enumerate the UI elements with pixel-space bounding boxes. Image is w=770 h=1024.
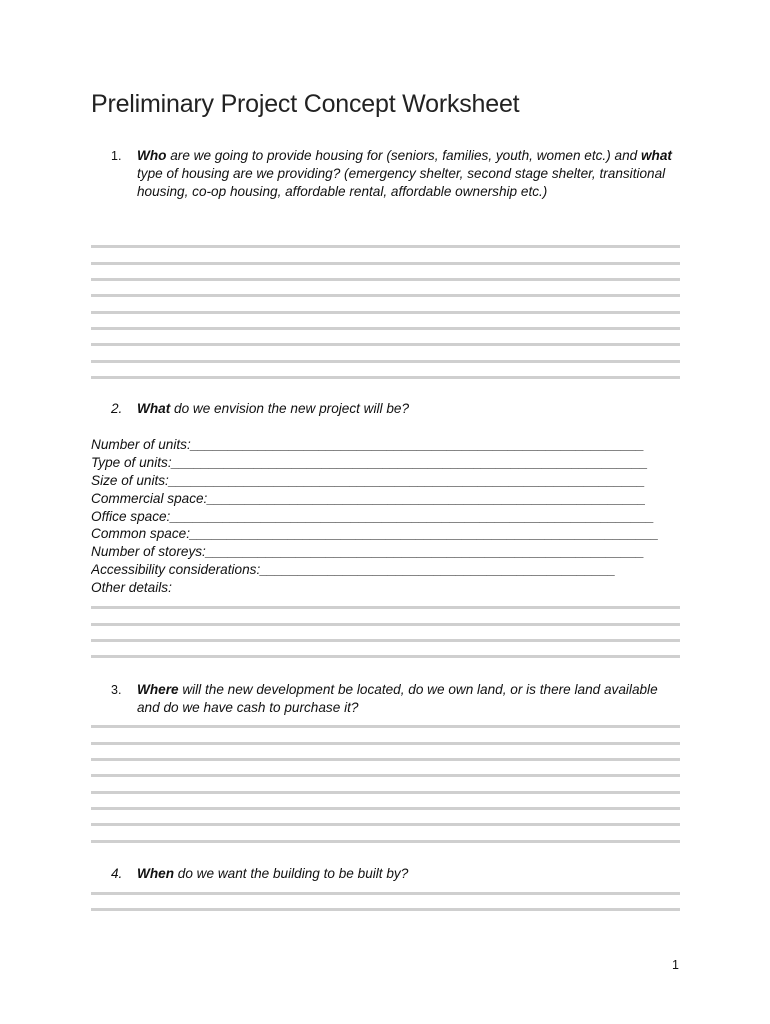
answer-line[interactable] [91,294,680,297]
answer-line[interactable] [91,908,680,911]
answer-line[interactable] [91,840,680,843]
project-fields [91,436,691,597]
answer-line[interactable] [91,278,680,281]
question-2-text-body: do we envision the new project will be? [170,401,410,416]
answer-line[interactable] [91,892,680,895]
field-commercial-space[interactable]: Commercial space:__________________________________________________________ [91,490,646,506]
answer-line[interactable] [91,360,680,363]
question-3-text-body: will the new development be located, do we own land, or is there land available and do we have cash to purchase it? [137,682,658,715]
field-accessibility-considerations[interactable]: Accessibility considerations:_______________________________________________ [91,562,616,578]
answer-line[interactable] [91,343,680,346]
answer-line[interactable] [91,623,680,626]
question-4-keyword: When [137,866,174,881]
answer-line[interactable] [91,774,680,777]
question-4-text-body: do we want the building to be built by? [174,866,409,881]
question-2-keyword: What [137,401,171,416]
page-number: 1 [672,958,679,972]
answer-line[interactable] [91,807,680,810]
field-number-of-units[interactable]: Number of units:____________________________________________________________ [91,437,645,452]
answer-line[interactable] [91,655,680,658]
answer-line[interactable] [91,823,680,826]
question-3-keyword: Where [137,682,179,697]
answer-line[interactable] [91,311,680,314]
field-common-space[interactable]: Common space:______________________________________________________________ [91,526,659,542]
answer-line[interactable] [91,327,680,330]
field-office-space[interactable]: Office space:________________________________________________________________ [91,508,655,524]
question-1 [91,147,681,201]
question-3-number: 3. [111,683,122,697]
answer-line[interactable] [91,262,680,265]
field-other-details: Other details: [91,580,172,596]
question-4-number: 4. [111,866,123,881]
field-number-of-storeys[interactable]: Number of storeys:__________________________________________________________ [91,544,645,560]
question-1-keyword-what: what [640,148,672,163]
answer-line[interactable] [91,758,680,761]
question-1-keyword-who: Who [137,148,167,163]
answer-line[interactable] [91,245,680,248]
question-2-text [137,400,681,418]
question-4-text [137,865,681,883]
answer-line[interactable] [91,725,680,728]
question-3-text [137,681,681,717]
field-type-of-units[interactable]: Type of units:_______________________________________________________________ [91,454,648,470]
answer-line[interactable] [91,639,680,642]
question-1-number: 1. [111,149,122,163]
field-size-of-units[interactable]: Size of units:_______________________________________________________________ [91,472,646,488]
question-2 [91,400,681,418]
question-1-text [137,147,681,201]
question-4 [91,865,681,883]
question-1-text-part-1: are we going to provide housing for (seniors, families, youth, women etc.) and [166,148,641,163]
page-title: Preliminary Project Concept Worksheet [91,90,520,118]
answer-line[interactable] [91,606,680,609]
question-3 [91,681,681,717]
question-2-number: 2. [111,401,123,416]
answer-line[interactable] [91,376,680,379]
answer-line[interactable] [91,791,680,794]
answer-line[interactable] [91,742,680,745]
question-1-text-part-2: type of housing are we providing? (emergency shelter, second stage shelter, transitional housing, co-op housing, affordable rental, affordable ownership etc.) [137,166,666,199]
